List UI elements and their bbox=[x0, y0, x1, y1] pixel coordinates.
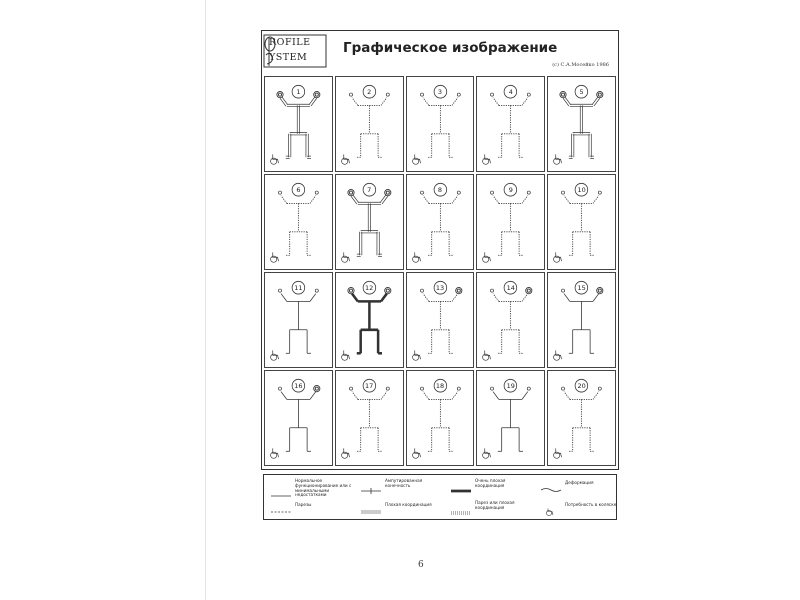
figure-left-arm bbox=[564, 392, 570, 400]
figure-cell bbox=[476, 174, 545, 270]
wheelchair-icon bbox=[412, 154, 420, 164]
wheelchair-icon bbox=[412, 448, 420, 458]
legend-symbol bbox=[270, 492, 292, 500]
legend-symbol bbox=[540, 486, 562, 494]
hand-mark bbox=[491, 191, 494, 194]
figure-cell bbox=[406, 174, 475, 270]
figure-number: 2 bbox=[367, 88, 372, 96]
figure-cell bbox=[335, 174, 404, 270]
legend-label: Ампутированная конечность bbox=[385, 478, 423, 488]
figure-cell bbox=[476, 370, 545, 466]
figure-right-arm bbox=[310, 392, 316, 400]
figure-left-arm bbox=[564, 196, 570, 204]
figure-left-arm bbox=[565, 97, 571, 105]
figure-right-arm bbox=[452, 294, 458, 302]
figure-left-arm bbox=[493, 98, 499, 106]
weight-icon bbox=[386, 191, 389, 194]
legend-symbol bbox=[270, 508, 292, 516]
legend-symbol-box bbox=[360, 480, 382, 488]
legend-item bbox=[270, 479, 355, 498]
figure-left-arm bbox=[352, 98, 358, 106]
figure-number: 16 bbox=[294, 382, 303, 390]
hand-mark bbox=[598, 387, 601, 390]
figure-number: 10 bbox=[577, 186, 586, 194]
hand-mark bbox=[528, 93, 531, 96]
weight-icon bbox=[314, 91, 320, 97]
weight-icon bbox=[348, 189, 354, 195]
hand-mark bbox=[491, 93, 494, 96]
legend-label: Потребность в коляске bbox=[565, 501, 617, 507]
weight-icon bbox=[314, 385, 320, 391]
legend-label: Плохая координация bbox=[385, 501, 432, 507]
legend-symbol-box bbox=[360, 501, 382, 509]
profile-system-logo bbox=[263, 34, 327, 68]
figure-number: 6 bbox=[296, 186, 301, 194]
figure-right-arm bbox=[522, 392, 528, 400]
legend bbox=[263, 474, 617, 520]
wheelchair-icon bbox=[271, 448, 279, 458]
figure-number: 11 bbox=[294, 284, 303, 292]
figure-left-arm bbox=[493, 196, 499, 204]
hand-mark bbox=[528, 387, 531, 390]
figure-number: 13 bbox=[435, 284, 445, 292]
hand-mark bbox=[562, 289, 565, 292]
figure-right-arm bbox=[593, 392, 599, 400]
legend-symbol-box bbox=[540, 501, 562, 509]
figure-right-arm bbox=[522, 98, 528, 106]
wheelchair-icon bbox=[341, 252, 349, 262]
legend-item bbox=[270, 501, 355, 509]
hand-mark bbox=[349, 387, 352, 390]
weight-icon bbox=[277, 91, 283, 97]
figure-right-arm bbox=[381, 392, 387, 400]
figure-left-arm bbox=[493, 392, 499, 400]
legend-symbol-box bbox=[270, 485, 292, 493]
figure-right-arm bbox=[310, 196, 316, 204]
legend-symbol-box bbox=[450, 480, 472, 488]
weight-icon bbox=[528, 289, 531, 292]
figure-cell bbox=[335, 272, 404, 368]
figure-cell bbox=[547, 76, 616, 172]
figure-number: 3 bbox=[437, 88, 443, 96]
figure-number: 5 bbox=[579, 88, 584, 96]
figure-right-arm bbox=[310, 294, 316, 302]
figure-number: 20 bbox=[577, 382, 586, 390]
figure-right-arm bbox=[380, 195, 386, 203]
hand-mark bbox=[562, 387, 565, 390]
figure-right-arm bbox=[592, 97, 598, 105]
page-number: 6 bbox=[418, 560, 424, 570]
hand-mark bbox=[528, 191, 531, 194]
wheelchair-icon bbox=[271, 350, 279, 360]
legend-symbol bbox=[360, 508, 382, 516]
figure-cell bbox=[406, 76, 475, 172]
legend-symbol-box bbox=[540, 479, 562, 487]
hand-mark bbox=[315, 191, 318, 194]
figure-left-arm bbox=[564, 294, 570, 302]
figure-number: 15 bbox=[577, 284, 586, 292]
legend-item bbox=[360, 479, 445, 489]
figure-cell bbox=[476, 272, 545, 368]
figure-cell bbox=[335, 370, 404, 466]
figure-right-arm bbox=[309, 97, 315, 105]
figure-left-arm bbox=[493, 294, 499, 302]
weight-icon bbox=[386, 289, 389, 292]
figure-number: 8 bbox=[437, 186, 443, 194]
figure-cell bbox=[264, 174, 333, 270]
weight-icon bbox=[349, 191, 352, 194]
weight-icon bbox=[455, 287, 461, 293]
figure-left-arm bbox=[353, 195, 359, 203]
figure-grid bbox=[263, 76, 617, 468]
figure-left-arm bbox=[423, 98, 429, 106]
logo-line-2: YSTEM bbox=[269, 52, 308, 63]
hand-mark bbox=[420, 387, 423, 390]
figure-right-arm bbox=[381, 98, 387, 106]
figure-cell bbox=[264, 76, 333, 172]
weight-icon bbox=[315, 387, 318, 390]
figure-right-arm bbox=[522, 196, 528, 204]
figure-left-arm bbox=[423, 294, 429, 302]
legend-symbol bbox=[360, 487, 382, 495]
figure-right-arm bbox=[452, 392, 458, 400]
figure-left-arm bbox=[423, 196, 429, 204]
hand-mark bbox=[457, 191, 460, 194]
legend-label: Парезы bbox=[295, 501, 312, 507]
hand-mark bbox=[457, 387, 460, 390]
wheelchair-icon bbox=[483, 350, 491, 360]
figure-left-arm bbox=[352, 392, 358, 400]
weight-icon bbox=[384, 189, 390, 195]
figure-cell bbox=[406, 370, 475, 466]
figure-right-arm bbox=[593, 294, 599, 302]
figure-left-arm bbox=[351, 196, 357, 204]
figure-number: 9 bbox=[508, 186, 513, 194]
legend-item bbox=[540, 501, 625, 509]
figure-cell bbox=[264, 272, 333, 368]
hand-mark bbox=[420, 289, 423, 292]
figure-cell bbox=[547, 174, 616, 270]
wheelchair-icon bbox=[554, 350, 562, 360]
wheelchair-icon bbox=[341, 154, 349, 164]
weight-icon bbox=[278, 93, 281, 96]
wheelchair-icon bbox=[554, 154, 562, 164]
hand-mark bbox=[386, 93, 389, 96]
figure-number: 12 bbox=[365, 284, 374, 292]
figure-cell bbox=[547, 272, 616, 368]
legend-symbol-box bbox=[270, 501, 292, 509]
hand-mark bbox=[315, 289, 318, 292]
figure-left-arm bbox=[423, 392, 429, 400]
legend-item bbox=[450, 501, 535, 511]
hand-mark bbox=[457, 93, 460, 96]
weight-icon bbox=[562, 93, 565, 96]
wheelchair-icon bbox=[341, 350, 349, 360]
figure-right-arm bbox=[452, 196, 458, 204]
figure-right-arm bbox=[594, 98, 600, 106]
figure-left-arm bbox=[282, 97, 288, 105]
wheelchair-icon bbox=[483, 252, 491, 262]
legend-symbol bbox=[450, 487, 472, 495]
wheelchair-icon bbox=[554, 252, 562, 262]
weight-icon bbox=[348, 287, 354, 293]
weight-icon bbox=[384, 287, 390, 293]
hand-mark bbox=[491, 289, 494, 292]
hand-mark bbox=[278, 191, 281, 194]
weight-icon bbox=[597, 91, 603, 97]
legend-item bbox=[360, 501, 445, 509]
legend-label: Нормальное функционирование или с минимальными недостатками bbox=[295, 478, 352, 498]
hand-mark bbox=[386, 387, 389, 390]
figure-left-arm bbox=[563, 98, 569, 106]
legend-label: Деформация bbox=[565, 479, 594, 485]
document-header bbox=[261, 30, 619, 74]
figure-left-arm bbox=[281, 196, 287, 204]
hand-mark bbox=[420, 191, 423, 194]
figure-number: 17 bbox=[365, 382, 374, 390]
weight-icon bbox=[560, 91, 566, 97]
figure-cell bbox=[547, 370, 616, 466]
hand-mark bbox=[349, 93, 352, 96]
weight-icon bbox=[526, 287, 532, 293]
figure-number: 1 bbox=[296, 88, 301, 96]
figure-number: 19 bbox=[506, 382, 515, 390]
wheelchair-icon bbox=[483, 154, 491, 164]
hand-mark bbox=[598, 191, 601, 194]
weight-icon bbox=[315, 93, 318, 96]
figure-number: 14 bbox=[506, 284, 515, 292]
figure-right-arm bbox=[522, 294, 528, 302]
hand-mark bbox=[562, 191, 565, 194]
logo-line-1: ROFILE bbox=[269, 37, 311, 48]
legend-symbol bbox=[450, 509, 472, 517]
wheelchair-icon bbox=[412, 350, 420, 360]
figure-cell bbox=[406, 272, 475, 368]
hand-mark bbox=[420, 93, 423, 96]
wheelchair-icon bbox=[271, 252, 279, 262]
figure-cell bbox=[335, 76, 404, 172]
figure-right-arm bbox=[382, 196, 388, 204]
hand-mark bbox=[278, 289, 281, 292]
hand-mark bbox=[278, 387, 281, 390]
figure-cell bbox=[476, 76, 545, 172]
page-title: Графическое изображение bbox=[343, 40, 558, 56]
legend-symbol-box bbox=[450, 502, 472, 510]
figure-right-arm bbox=[452, 98, 458, 106]
figure-right-arm bbox=[381, 294, 387, 302]
legend-label: Парез или плохая координация bbox=[475, 500, 515, 510]
weight-icon bbox=[598, 289, 601, 292]
wheelchair-icon bbox=[412, 252, 420, 262]
figure-left-arm bbox=[281, 392, 287, 400]
hand-mark bbox=[491, 387, 494, 390]
legend-label: Очень плохая координация bbox=[475, 478, 506, 488]
legend-item bbox=[450, 479, 535, 489]
figure-number: 7 bbox=[367, 186, 372, 194]
figure-number: 18 bbox=[435, 382, 445, 390]
wheelchair-icon bbox=[483, 448, 491, 458]
figure-right-arm bbox=[311, 98, 317, 106]
weight-icon bbox=[598, 93, 601, 96]
figure-left-arm bbox=[281, 294, 287, 302]
figure-right-arm bbox=[593, 196, 599, 204]
legend-symbol bbox=[540, 508, 562, 516]
weight-icon bbox=[457, 289, 460, 292]
legend-item bbox=[540, 479, 625, 487]
figure-left-arm bbox=[280, 98, 286, 106]
weight-icon bbox=[349, 289, 352, 292]
figure-number: 4 bbox=[508, 88, 513, 96]
weight-icon bbox=[597, 287, 603, 293]
wheelchair-icon bbox=[554, 448, 562, 458]
wheelchair-icon bbox=[271, 154, 279, 164]
figure-left-arm bbox=[352, 294, 358, 302]
figure-cell bbox=[264, 370, 333, 466]
wheelchair-icon bbox=[341, 448, 349, 458]
copyright-note: (c) С.А.Мосейко 1986 bbox=[552, 62, 609, 68]
